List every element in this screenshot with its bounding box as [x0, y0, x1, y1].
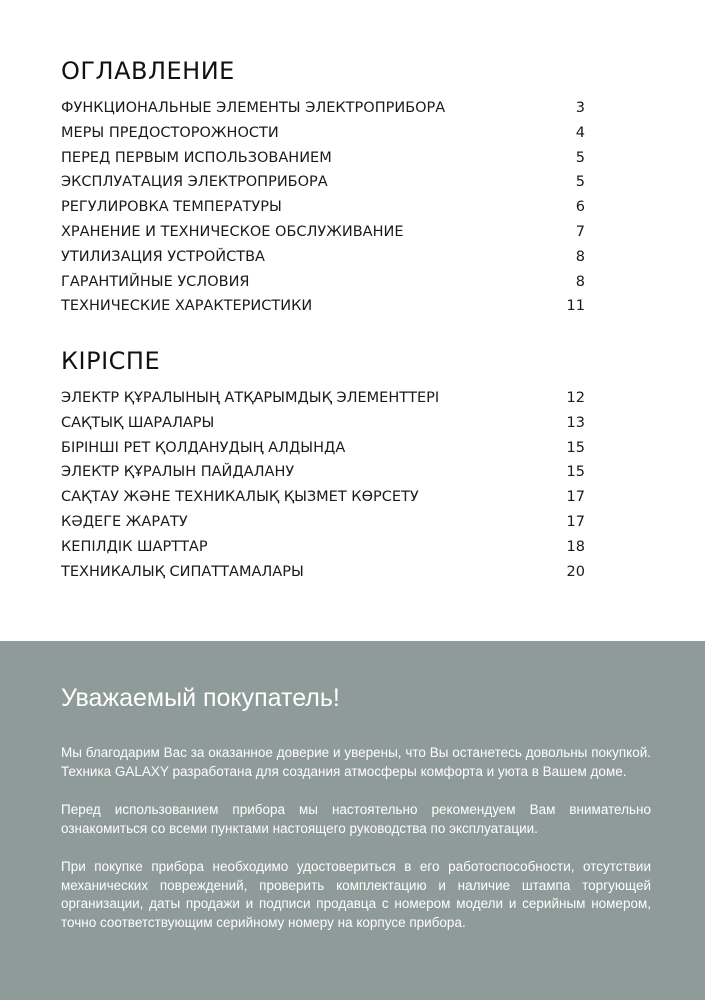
toc-entry[interactable]: [61, 436, 585, 461]
toc-kazakh: [61, 346, 585, 584]
toc-entry-page: 17: [566, 513, 585, 530]
toc-entry-page: 15: [566, 439, 585, 456]
toc-entry-label: ФУНКЦИОНАЛЬНЫЕ ЭЛЕМЕНТЫ ЭЛЕКТРОПРИБОРА: [61, 100, 446, 116]
toc-ru-heading: ОГЛАВЛЕНИЕ: [61, 57, 235, 85]
welcome-panel: [0, 641, 705, 1000]
toc-entry[interactable]: [61, 270, 585, 295]
toc-entry-label: УТИЛИЗАЦИЯ УСТРОЙСТВА: [61, 248, 265, 265]
toc-russian: [61, 56, 585, 319]
toc-entry-page: 18: [566, 538, 585, 555]
toc-entry[interactable]: [61, 460, 585, 485]
toc-entry[interactable]: [61, 485, 585, 510]
toc-entry[interactable]: [61, 170, 585, 195]
toc-entry-label: ЭЛЕКТР ҚҰРАЛЫНЫҢ АТҚАРЫМДЫҚ ЭЛЕМЕНТТЕРІ: [61, 390, 440, 406]
toc-entry-label: КӘДЕГЕ ЖАРАТУ: [61, 513, 188, 530]
toc-entry[interactable]: [61, 245, 585, 270]
toc-entry-label: МЕРЫ ПРЕДОСТОРОЖНОСТИ: [61, 124, 279, 141]
welcome-paragraph: Мы благодарим Вас за оказанное доверие и уверены, что Вы останетесь довольны покупкой. Техника GALAXY разработана для создания атмосферы комфорта и уюта в Вашем доме.: [61, 745, 651, 779]
toc-entry-page: 11: [566, 298, 585, 315]
toc-entry-label: ЭЛЕКТР ҚҰРАЛЫН ПАЙДАЛАНУ: [61, 464, 295, 481]
welcome-paragraph: Перед использованием прибора мы настоятельно рекомендуем Вам внимательно ознакомиться со всеми пунктами настоящего руководства по эксплуатации.: [61, 802, 651, 836]
toc-entry-page: 8: [575, 248, 585, 265]
toc-entry[interactable]: [61, 146, 585, 171]
toc-entry[interactable]: [61, 195, 585, 220]
toc-entry[interactable]: [61, 535, 585, 560]
toc-entry-page: 7: [575, 223, 585, 240]
welcome-paragraph: При покупке прибора необходимо удостовериться в его работоспособности, отсутствии механических повреждений, проверить комплектацию и наличие штампа торгующей организации, даты продажи и подписи продавца с номером модели и серийным номером, точно соответствующим серийному номеру на корпусе прибора.: [61, 859, 651, 930]
toc-entry-label: САҚТЫҚ ШАРАЛАРЫ: [61, 414, 215, 431]
toc-entry[interactable]: [61, 411, 585, 436]
toc-entry-page: 5: [575, 174, 585, 191]
toc-entry-label: ЭКСПЛУАТАЦИЯ ЭЛЕКТРОПРИБОРА: [61, 174, 328, 191]
toc-entry[interactable]: [61, 560, 585, 585]
toc-entry-page: 20: [566, 563, 585, 580]
toc-entry-label: ТЕХНИКАЛЫҚ СИПАТТАМАЛАРЫ: [61, 563, 304, 580]
toc-entry-label: БІРІНШІ РЕТ ҚОЛДАНУДЫҢ АЛДЫНДА: [61, 439, 346, 456]
toc-entry[interactable]: [61, 121, 585, 146]
toc-entry-label: ХРАНЕНИЕ И ТЕХНИЧЕСКОЕ ОБСЛУЖИВАНИЕ: [61, 223, 404, 240]
toc-entry-label: РЕГУЛИРОВКА ТЕМПЕРАТУРЫ: [61, 199, 282, 216]
toc-entry[interactable]: [61, 294, 585, 319]
toc-entry-page: 13: [566, 414, 585, 431]
toc-entry-label: ГАРАНТИЙНЫЕ УСЛОВИЯ: [61, 273, 250, 290]
toc-entry-page: 17: [566, 489, 585, 506]
toc-entry[interactable]: [61, 510, 585, 535]
welcome-title: Уважаемый покупатель!: [61, 684, 340, 712]
toc-entry[interactable]: [61, 220, 585, 245]
welcome-text: [61, 744, 651, 952]
toc-entry-page: 4: [575, 124, 585, 141]
toc-entry[interactable]: [61, 386, 585, 411]
toc-entry-page: 8: [575, 273, 585, 290]
toc-kz-list: [61, 386, 585, 584]
toc-entry-label: ТЕХНИЧЕСКИЕ ХАРАКТЕРИСТИКИ: [61, 298, 313, 315]
toc-entry-label: КЕПІЛДІК ШАРТТАР: [61, 538, 208, 555]
toc-entry-page: 12: [566, 390, 585, 406]
toc-entry-page: 3: [575, 100, 585, 116]
toc-kz-heading: КІРІСПЕ: [61, 347, 161, 375]
toc-entry-label: ПЕРЕД ПЕРВЫМ ИСПОЛЬЗОВАНИЕМ: [61, 149, 332, 166]
toc-ru-list: [61, 96, 585, 319]
toc-entry-page: 15: [566, 464, 585, 481]
toc-entry-page: 6: [575, 199, 585, 216]
toc-entry-label: САҚТАУ ЖӘНЕ ТЕХНИКАЛЫҚ ҚЫЗМЕТ КӨРСЕТУ: [61, 489, 419, 506]
toc-entry-page: 5: [575, 149, 585, 166]
toc-entry[interactable]: [61, 96, 585, 121]
